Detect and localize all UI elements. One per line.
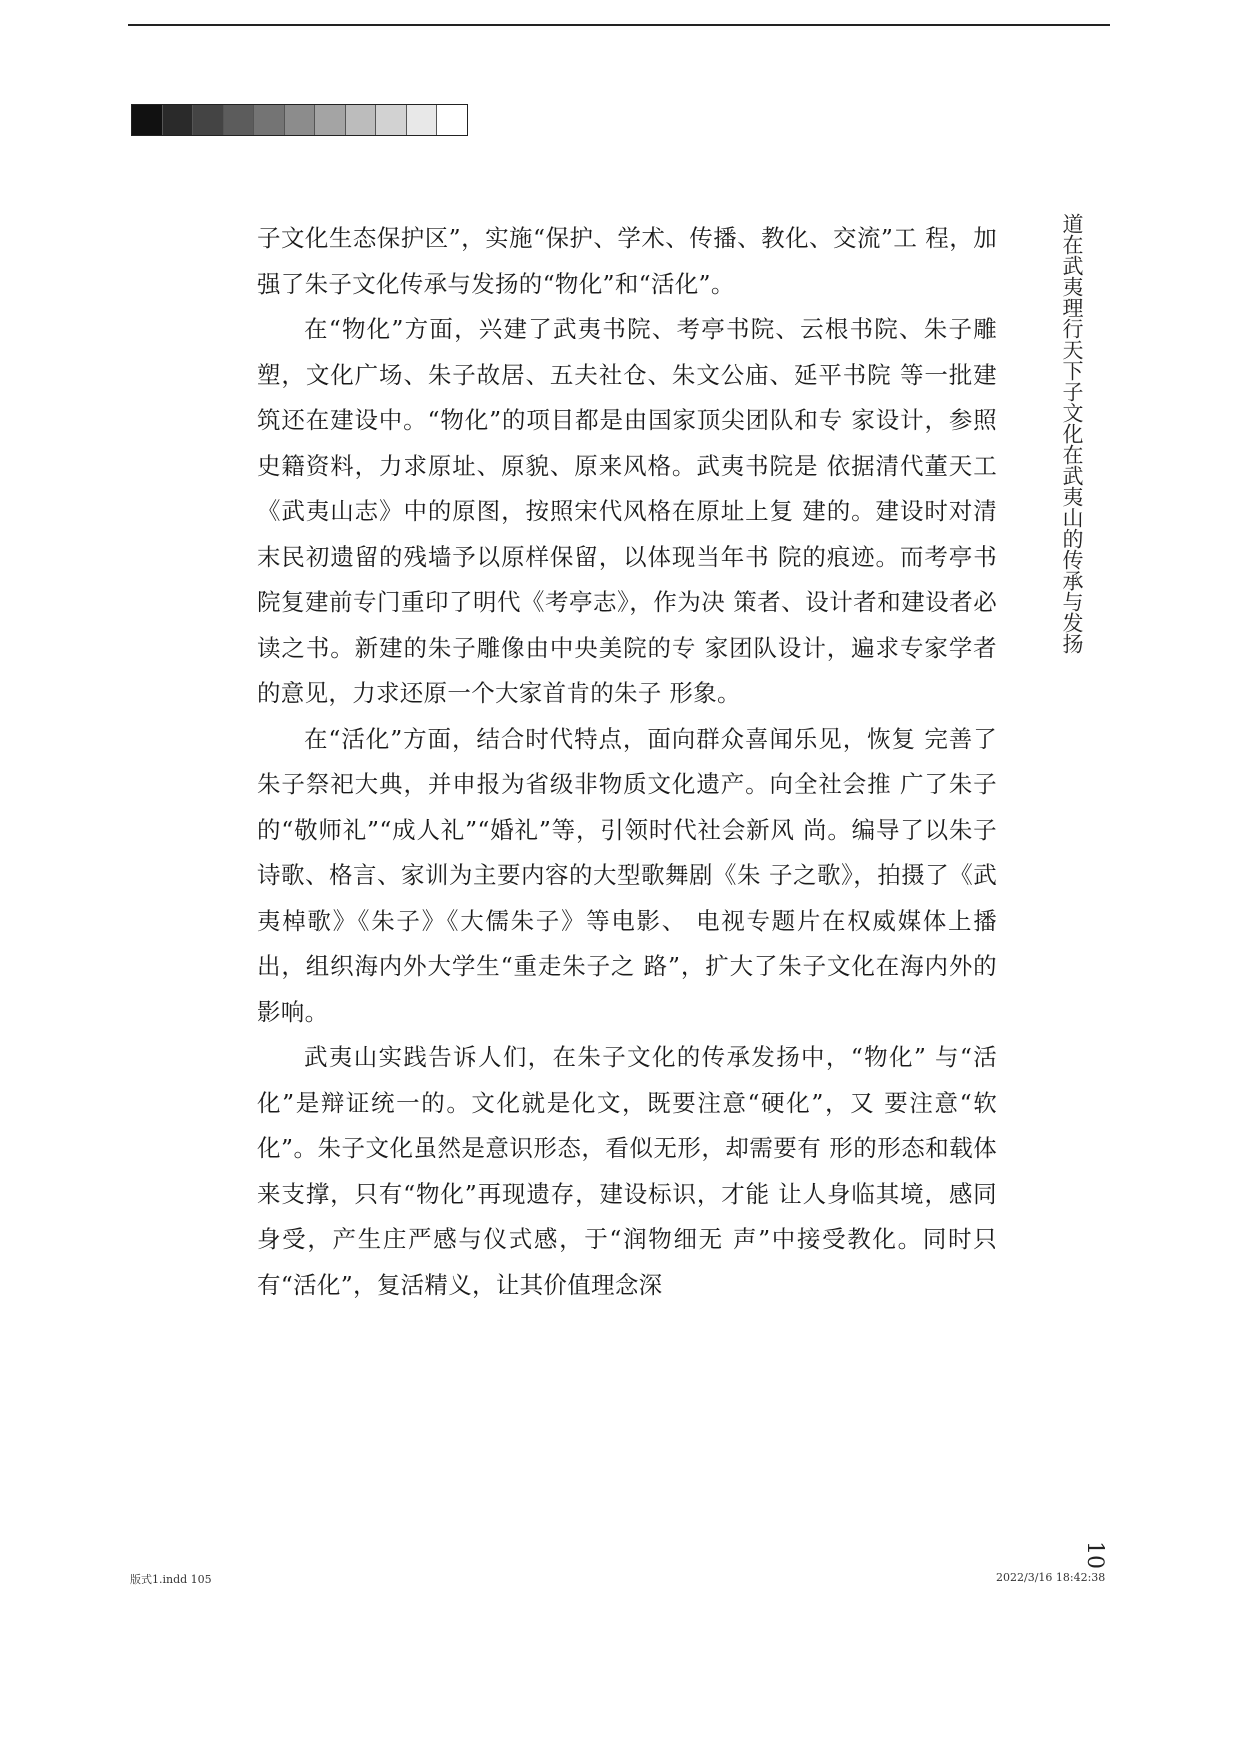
paragraph-2: 在“物化”方面，兴建了武夷书院、考亭书院、云根书院、朱子雕塑，文化广场、朱子故居、五夫社仓、朱文公庙、延平书院 等一批建筑还在建设中。“物化”的项目都是由国家顶尖团队和专 家设计，参照史籍资料，力求原址、原貌、原来风格。武夷书院是 依据清代董天工《武夷山志》中的原图，按照宋代风格在原址上复 建的。建设时对清末民初遗留的残墙予以原样保留，以体现当年书 院的痕迹。而考亭书院复建前专门重印了明代《考亭志》，作为决 策者、设计者和建设者必读之书。新建的朱子雕像由中央美院的专 家团队设计，遍求专家学者的意见，力求还原一个大家首肯的朱子 形象。: [257, 315, 997, 707]
color-swatch: [376, 105, 407, 135]
color-swatch: [193, 105, 224, 135]
body-text: [257, 216, 997, 1308]
color-swatch: [437, 105, 467, 135]
color-swatch: [224, 105, 255, 135]
color-swatch: [163, 105, 194, 135]
color-swatch: [254, 105, 285, 135]
grayscale-color-bar: [131, 104, 468, 136]
footer-timestamp: 2022/3/16 18:42:38: [996, 1571, 1106, 1584]
paragraph-1: 子文化生态保护区”，实施“保护、学术、传播、教化、交流”工 程，加强了朱子文化传承与发扬的“物化”和“活化”。: [257, 224, 997, 298]
color-swatch: [346, 105, 377, 135]
footer-file-name: 版式1.indd 105: [130, 1573, 212, 1586]
color-swatch: [407, 105, 438, 135]
header-rule: [128, 24, 1110, 26]
color-swatch: [132, 105, 163, 135]
paragraph-4: 武夷山实践告诉人们，在朱子文化的传承发扬中，“物化” 与“活化”是辩证统一的。文化就是化文，既要注意“硬化”，又 要注意“软化”。朱子文化虽然是意识形态，看似无形，却需要有 形的形态和载体来支撑，只有“物化”再现遗存，建设标识，才能 让人身临其境，感同身受，产生庄严感与仪式感，于“润物细无 声”中接受教化。同时只有“活化”，复活精义，让其价值理念深: [257, 1043, 997, 1299]
paragraph-3: 在“活化”方面，结合时代特点，面向群众喜闻乐见，恢复 完善了朱子祭祀大典，并申报为省级非物质文化遗产。向全社会推 广了朱子的“敬师礼”“成人礼”“婚礼”等，引领时代社会新风 尚。编导了以朱子诗歌、格言、家训为主要内容的大型歌舞剧《朱 子之歌》，拍摄了《武夷棹歌》《朱子》《大儒朱子》等电影、 电视专题片在权威媒体上播出，组织海内外大学生“重走朱子之 路”，扩大了朱子文化在海内外的影响。: [257, 724, 997, 1026]
color-swatch: [315, 105, 346, 135]
running-title: 道在武夷理行天下子文化在武夷山的传承与发扬: [1060, 213, 1084, 654]
page-number: 10: [1082, 1541, 1107, 1569]
color-swatch: [285, 105, 316, 135]
